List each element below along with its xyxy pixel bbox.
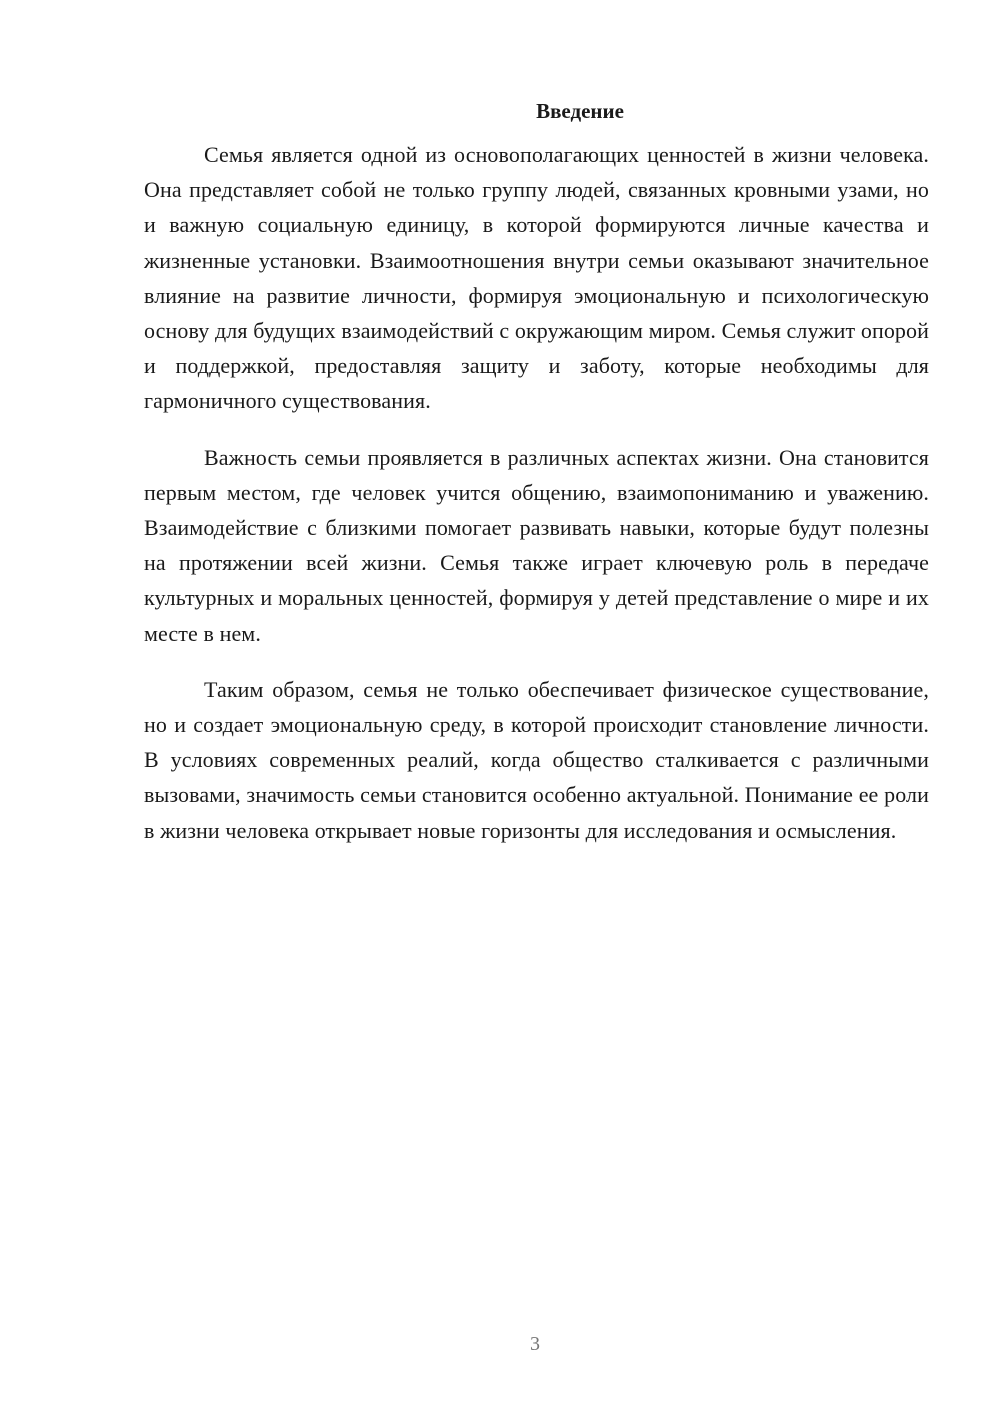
page-content — [144, 96, 929, 869]
paragraph-2: Важность семьи проявляется в различных аспектах жизни. Она становится первым местом, где человек учится общению, взаимопониманию и уважению. Взаимодействие с близкими помогает развивать навыки, которые будут полезны на протяжении всей жизни. Семья также играет ключевую роль в передаче культурных и моральных ценностей, формируя у детей представление о мире и их месте в нем. — [144, 444, 929, 646]
section-title: Введение — [536, 99, 624, 123]
page-number: 3 — [530, 1333, 540, 1355]
paragraph-1: Семья является одной из основополагающих ценностей в жизни человека. Она представляет собой не только группу людей, связанных кровными узами, но и важную социальную единицу, в которой формируются личные качества и жизненные установки. Взаимоотношения внутри семьи оказывают значительное влияние на развитие личности, формируя эмоциональную и психологическую основу для будущих взаимодействий с окружающим миром. Семья служит опорой и поддержкой, предоставляя защиту и заботу, которые необходимы для гармоничного существования. — [144, 142, 929, 414]
paragraph-3: Таким образом, семья не только обеспечивает физическое существование, но и создает эмоциональную среду, в которой происходит становление личности. В условиях современных реалий, когда общество сталкивается с различными вызовами, значимость семьи становится особенно актуальной. Понимание ее роли в жизни человека открывает новые горизонты для исследования и осмысления. — [144, 676, 929, 843]
